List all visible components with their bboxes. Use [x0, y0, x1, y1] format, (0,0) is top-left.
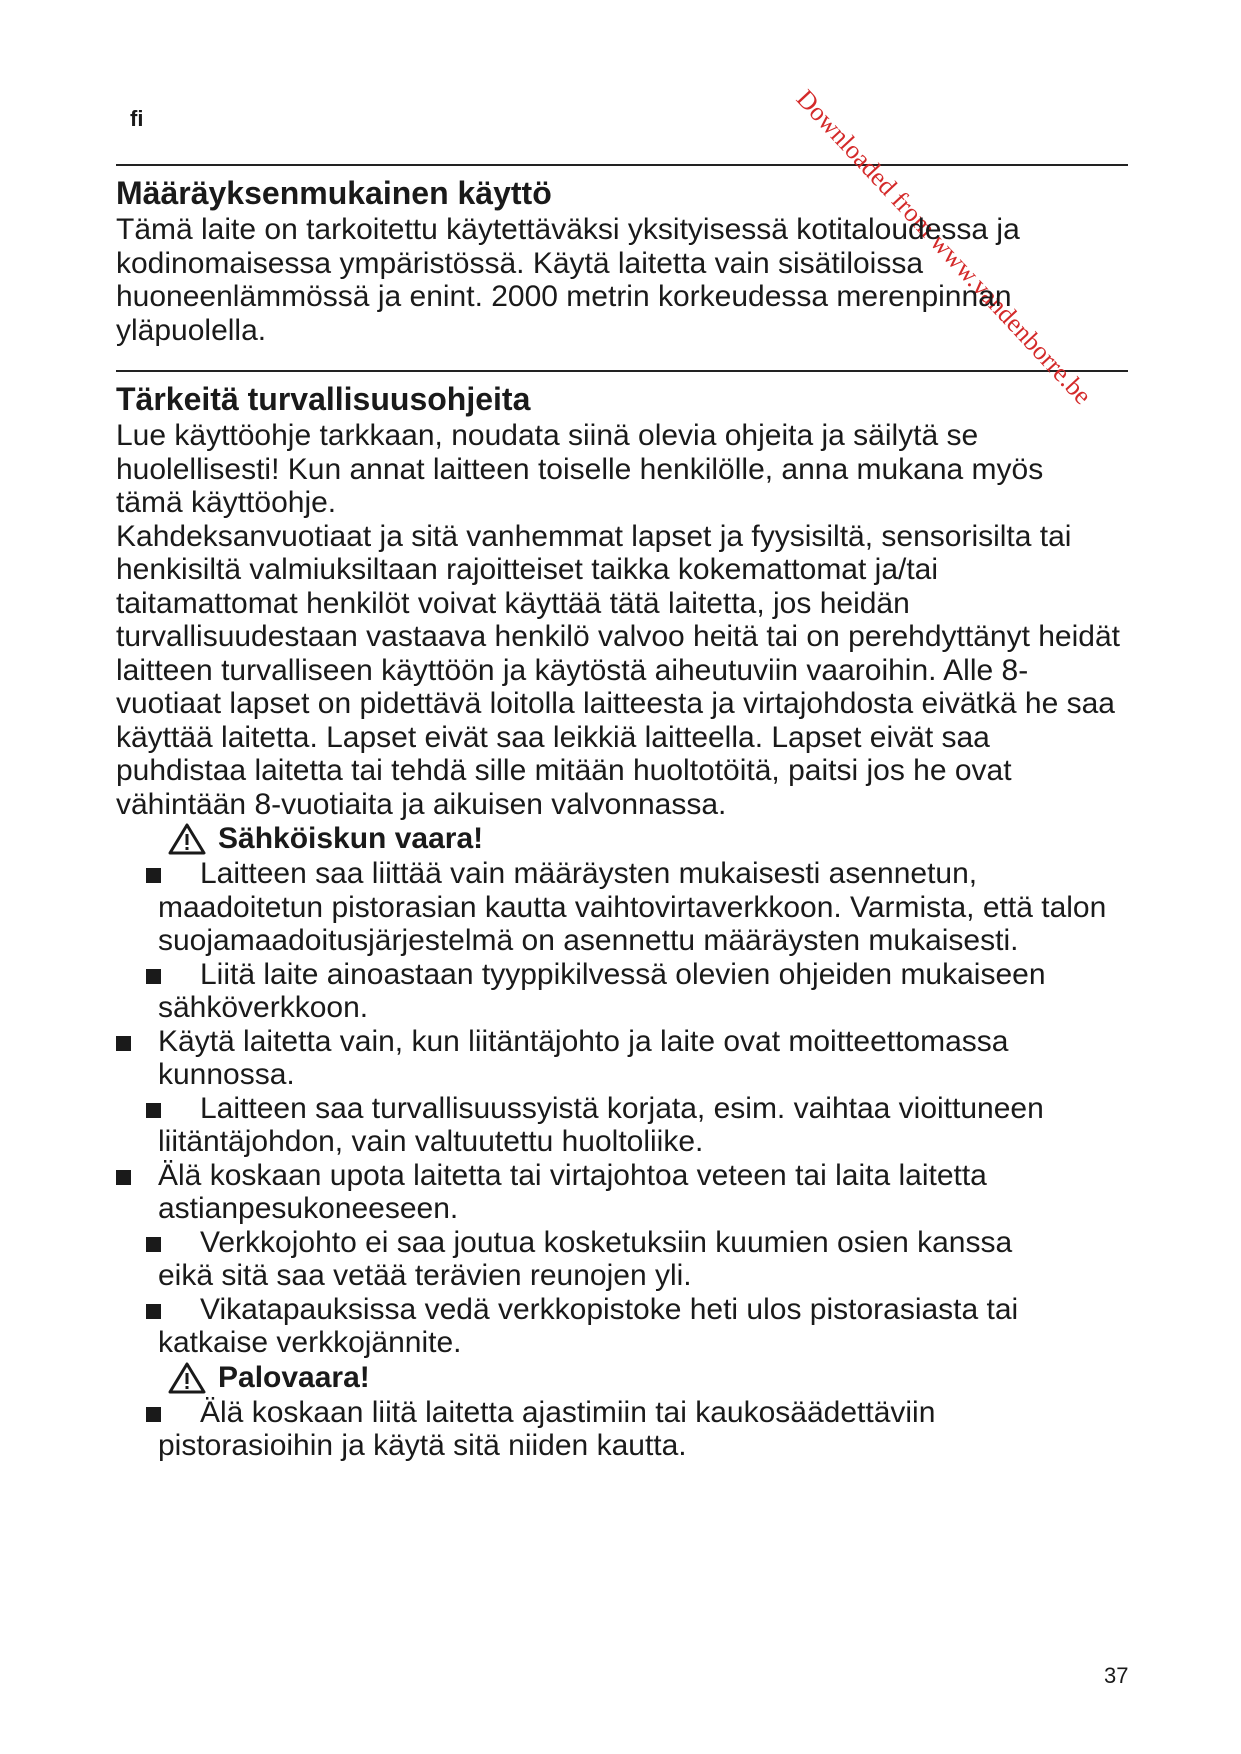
list-item [116, 958, 1146, 1025]
section-safety [116, 379, 1146, 1463]
bullet-square-icon [146, 1293, 188, 1327]
list-item [116, 1025, 1146, 1092]
list-item-first-line: Liitä laite ainoastaan tyyppikilvessä olevien ohjeiden mukaiseen [200, 957, 1046, 991]
bullet-square-icon [146, 1092, 188, 1126]
list-item [116, 1226, 1146, 1293]
list-item [116, 1159, 1146, 1226]
section-text: Tämä laite on tarkoitettu käytettäväksi yksityisessä kotitaloudessa ja kodinomaisessa ympäristössä. Käytä laitetta vain sisätiloissa huoneenlämmössä ja enint. 2000 metrin korkeudessa merenpinnan yläpuolella. [116, 213, 1020, 347]
bullet-square-icon [146, 958, 188, 992]
list-item [116, 857, 1146, 958]
section-paragraph: Lue käyttöohje tarkkaan, noudata siinä olevia ohjeita ja säilytä se huolellisesti! Kun annat laitteen toiselle henkilölle, anna mukana myös tämä käyttöohje. [116, 419, 1044, 519]
bullet-square-icon [146, 1396, 188, 1430]
document-body [116, 173, 1146, 1463]
list-item-first-line: Laitteen saa turvallisuussyistä korjata, esim. vaihtaa vioittuneen [200, 1091, 1044, 1125]
warning-heading-fire [168, 1360, 1146, 1396]
list-item-first-line: Älä koskaan liitä laitetta ajastimiin tai kaukosäädettäviin [200, 1395, 936, 1429]
warning-heading-electric [168, 821, 1146, 857]
section-title: Tärkeitä turvallisuusohjeita [116, 381, 531, 417]
warning-triangle-icon [168, 1362, 206, 1394]
list-item-text: astianpesukoneeseen. [158, 1192, 459, 1225]
list-item-text: liitäntäjohdon, vain valtuutettu huoltoliike. [158, 1125, 704, 1158]
warning-title: Palovaara! [218, 1360, 370, 1394]
warning-triangle-icon [168, 823, 206, 855]
list-item-text: katkaise verkkojännite. [158, 1326, 462, 1359]
bullet-square-icon [146, 1226, 188, 1260]
warning-title: Sähköiskun vaara! [218, 822, 484, 855]
list-item-first-line: Vikatapauksissa vedä verkkopistoke heti ulos pistorasiasta tai [200, 1292, 1019, 1326]
list-item-text: sähköverkkoon. [158, 991, 369, 1024]
list-item-text: pistorasioihin ja käytä sitä niiden kautta. [158, 1429, 687, 1462]
list-item-text: eikä sitä saa vetää terävien reunojen yli. [158, 1259, 692, 1292]
section-divider [116, 164, 1128, 166]
bullet-square-icon [116, 1159, 158, 1193]
list-item-text: maadoitetun pistorasian kautta vaihtovirtaverkkoon. Varmista, että talon suojamaadoitusjärjestelmä on asennettu määräysten mukaisesti. [158, 890, 1107, 957]
list-item [116, 1092, 1146, 1159]
list-item [116, 1396, 1146, 1463]
list-item [116, 1293, 1146, 1360]
section-intended-use [116, 173, 1146, 347]
page-number: 37 [1104, 1663, 1129, 1688]
list-item-first-line: Verkkojohto ei saa joutua kosketuksiin kuumien osien kanssa [200, 1225, 1013, 1259]
list-item-text: kunnossa. [158, 1058, 295, 1091]
list-item-first-line: Älä koskaan upota laitetta tai virtajohtoa veteen tai laita laitetta [158, 1158, 987, 1192]
download-watermark: Downloaded from www.vandenborre.be [790, 84, 1098, 410]
language-code: fi [130, 106, 144, 131]
list-item-first-line: Käytä laitetta vain, kun liitäntäjohto ja laite ovat moitteettomassa [158, 1024, 1009, 1058]
bullet-square-icon [146, 857, 188, 891]
bullet-square-icon [116, 1025, 158, 1059]
list-item-first-line: Laitteen saa liittää vain määräysten mukaisesti asennetun, [200, 857, 978, 890]
section-title: Määräyksenmukainen käyttö [116, 175, 552, 211]
section-paragraph: Kahdeksanvuotiaat ja sitä vanhemmat lapset ja fyysisiltä, sensorisilta tai henkisiltä valmiuksiltaan rajoitteiset taikka kokemattomat ja/tai taitamattomat henkilöt voivat käyttää tätä laitetta, jos heidän turvallisuudestaan vastaava henkilö valvoo heitä tai on perehdyttänyt heidät laitteen turvalliseen käyttöön ja käytöstä aiheutuviin vaaroihin. Alle 8-vuotiaat lapset on pidettävä loitolla laitteesta ja virtajohdosta eivätkä he saa käyttää laitetta. Lapset eivät saa leikkiä laitteella. Lapset eivät saa puhdistaa laitetta tai tehdä sille mitään huoltotöitä, paitsi jos he ovat vähintään 8-vuotiaita ja aikuisen valvonnassa. [116, 519, 1120, 821]
